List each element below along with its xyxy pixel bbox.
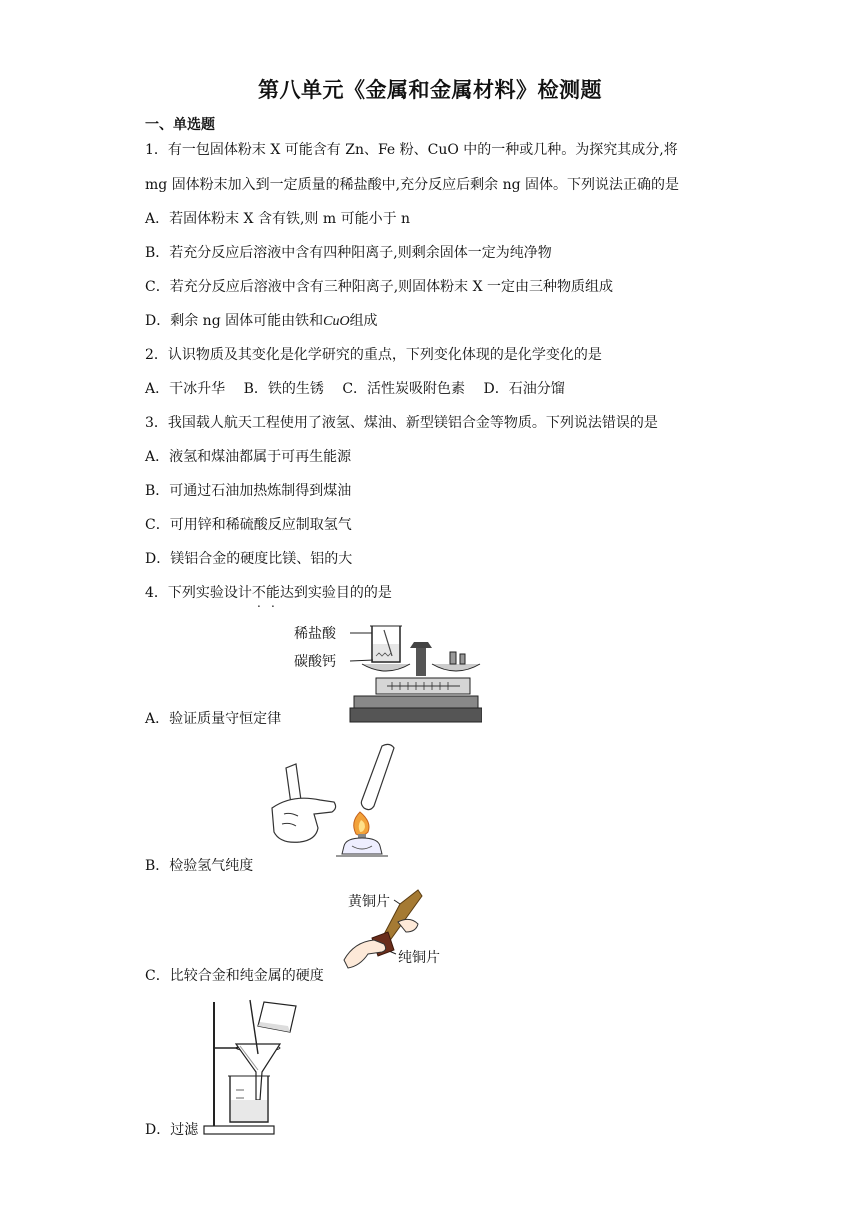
q1-option-d-suffix: 组成 [349,313,378,329]
q1-stem-line1: 1．有一包固体粉末 X 可能含有 Zn、Fe 粉、CuO 中的一种或几种。为探究其成分,将 [145,142,678,158]
q4-stem [145,583,392,603]
q3-option-b: B．可通过石油加热炼制得到煤油 [145,483,352,499]
q1-stem-line2: mg 固体粉末加入到一定质量的稀盐酸中,充分反应后剩余 ng 固体。下列说法正确的是 [145,177,680,193]
q3-option-a: A．液氢和煤油都属于可再生能源 [145,449,352,465]
q2-stem: 2．认识物质及其变化是化学研究的重点，下列变化体现的是化学变化的是 [145,347,602,363]
q4-option-d: D．过滤 [145,1122,199,1138]
q4-stem-text: 4．下列实验设计 [145,585,252,601]
section-heading: 一、单选题 [145,117,215,133]
label-dilute-hcl: 稀盐酸 [294,626,336,642]
filtration-figure [200,996,310,1138]
label-brass: 黄铜片 [348,894,390,910]
q4-stem-suffix: 达到实验目的的是 [279,585,392,601]
balance-figure [292,618,482,724]
q4-option-a: A．验证质量守恒定律 [145,711,282,727]
q4-option-b: B．检验氢气纯度 [145,858,254,874]
q1-option-a: A．若固体粉末 X 含有铁,则 m 可能小于 n [145,211,411,227]
label-pure-copper: 纯铜片 [398,950,440,966]
q4-emphasis-char-2: 能 [265,585,280,601]
q4-emphasis-char-1: 不 [251,585,266,601]
q2-options [145,379,579,399]
q1-option-b: B．若充分反应后溶液中含有四种阳离子,则剩余固体一定为纯净物 [145,245,552,261]
q3-stem: 3．我国载人航天工程使用了液氢、煤油、新型镁铝合金等物质。下列说法错误的是 [145,415,658,431]
page-title: 第八单元《金属和金属材料》检测题 [258,78,602,102]
q1-option-c: C．若充分反应后溶液中含有三种阳离子,则固体粉末 X 一定由三种物质组成 [145,279,614,295]
q1-option-d-text: D．剩余 ng 固体可能由铁和 [145,313,324,329]
q2-option-b: B．铁的生锈 [243,381,324,397]
q2-option-d: D．石油分馏 [483,381,565,397]
q3-option-d: D．镁铝合金的硬度比镁、铝的大 [145,551,353,567]
q1-option-d [145,311,378,332]
hydrogen-test-figure [262,742,412,860]
q2-option-c: C．活性炭吸附色素 [342,381,466,397]
hardness-figure [338,886,453,974]
q3-option-c: C．可用锌和稀硫酸反应制取氢气 [145,517,352,533]
q1-option-d-formula: CuO [323,314,350,329]
q4-option-c: C．比较合金和纯金属的硬度 [145,968,324,984]
label-calcium-carbonate: 碳酸钙 [294,654,336,670]
q2-option-a: A．干冰升华 [145,381,226,397]
